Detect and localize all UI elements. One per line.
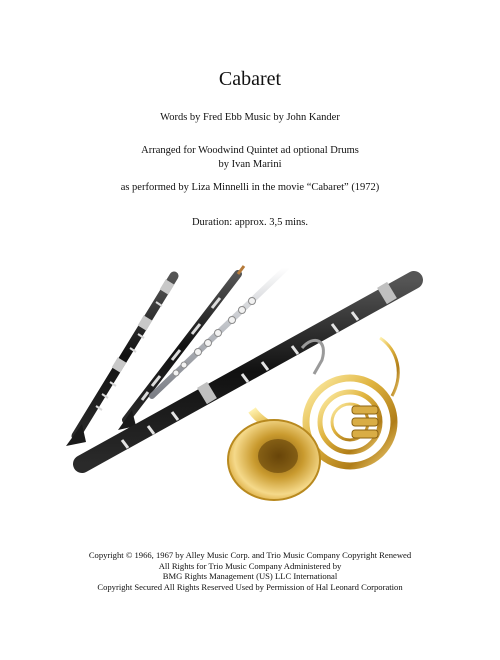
duration: Duration: approx. 3,5 mins. [191,217,309,228]
copyright-notice [0,550,500,592]
copyright-line: Copyright © 1966, 1967 by Alley Music Corp. and Trio Music Company Copyright Renewed [88,550,412,560]
title: Cabaret [218,68,282,90]
credits: Words by Fred Ebb Music by John Kander [160,112,340,123]
copyright-line: All Rights for Trio Music Company Administered by [158,560,342,571]
copyright-line: Copyright Secured All Rights Reserved Used by Permission of Hal Leonard Corporation [97,581,403,592]
performed-by: as performed by Liza Minnelli in the movie “Cabaret” (1972) [120,182,380,193]
arrangement-line-1: Arranged for Woodwind Quintet ad optional Drums [141,145,359,156]
copyright-line: BMG Rights Management (US) LLC International [162,571,338,582]
woodwind-instruments-illustration [52,264,430,504]
arrangement-line-2: by Ivan Marini [218,159,282,170]
